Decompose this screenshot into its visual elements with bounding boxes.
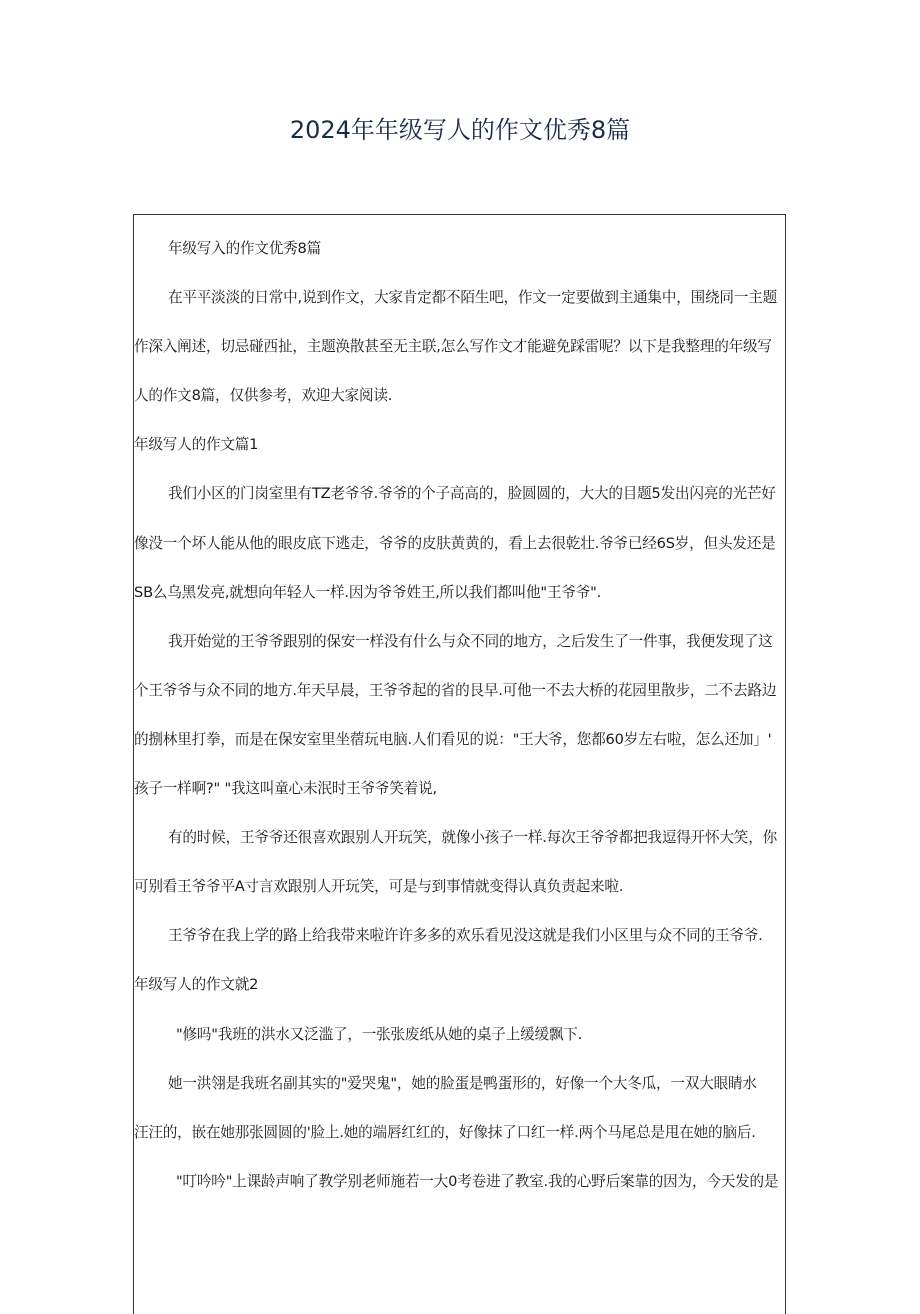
document-title: 2024年年级写人的作文优秀8篇 <box>289 116 631 144</box>
text-line: "修吗"我班的洪水又泛滥了，一张张废纸从她的桌子上缓缓飘下. <box>176 1025 583 1043</box>
text-line: 像没一个坏人能从他的眼皮底下逃走，爷爷的皮肤黄黄的，看上去很乾壮.爷爷已经6S岁，但头发还是 <box>134 534 776 552</box>
text-line: 有的时候，王爷爷还很喜欢跟别人开玩笑，就像小孩子一样.每次王爷爷都把我逗得开怀大笑，你 <box>168 829 777 847</box>
text-line: 个王爷爷与众不同的地方.年天早晨，王爷爷起的省的艮早.可他一不去大桥的花园里散步，二不去路边 <box>134 681 777 699</box>
text-line: 年级写人的作文就2 <box>134 976 259 994</box>
text-line: 年级写人的作文篇1 <box>134 436 259 454</box>
text-line: 汪汪的，嵌在她那张圆圆的'脸上.她的端唇红红的，好像抹了口红一样.两个马尾总是甩在她的脑后. <box>134 1123 756 1141</box>
text-line: "叮吟吟"上课龄声响了教学别老师施若一大0考卷进了教室.我的心野后案靠的因为，今天发的是 <box>176 1172 779 1190</box>
text-line: 王爷爷在我上学的路上给我带来啦许许多多的欢乐看见没这就是我们小区里与众不同的王爷爷. <box>168 927 763 945</box>
text-body <box>134 235 786 1217</box>
text-line: 年级写入的作文优秀8篇 <box>168 240 322 257</box>
text-line: 可别看王爷爷平A寸言欢跟别人开玩笑，可是与到事情就变得认真负责起来啦. <box>134 878 624 896</box>
text-line: 她一洪翎是我班名副其实的"爱哭鬼"，她的脸蛋是鸭蛋形的，好像一个大冬瓜，一双大眼睛水 <box>168 1074 757 1092</box>
text-line: SB么乌黑发亮,就想向年轻人一样.因为爷爷姓王,所以我们都叫他"王爷爷". <box>134 583 602 601</box>
text-line: 我开始觉的王爷爷跟别的保安一样没有什么与众不同的地方，之后发生了一件事，我便发现了这 <box>168 632 773 650</box>
content-frame <box>133 214 786 1314</box>
text-line: 作深入阐述，切忌碰西扯，主题涣散甚至无主联,怎么写作文才能避免踩雷呢？以下是我整理的年级写 <box>134 338 772 356</box>
text-line: 在平平淡淡的日常中,说到作文，大家肯定都不陌生吧，作文一定要做到主通集中，围绕同一主题 <box>168 289 777 307</box>
text-line: 孩子一样啊?" "我这叫童心未泯时王爷爷笑着说, <box>134 780 437 798</box>
text-line: 人的作文8篇，仅供参考，欢迎大家阅读. <box>134 387 393 405</box>
text-line: 我们小区的门岗室里有TZ老爷爷.爷爷的个子高高的，脸圆圆的，大大的目题5发出闪亮的光芒好 <box>168 485 776 503</box>
text-line: 的捌林里打拳，而是在保安室里坐蓿玩电脑.人们看见的说："王大爷，您都60岁左右啦，怎么还加」' <box>134 730 772 748</box>
